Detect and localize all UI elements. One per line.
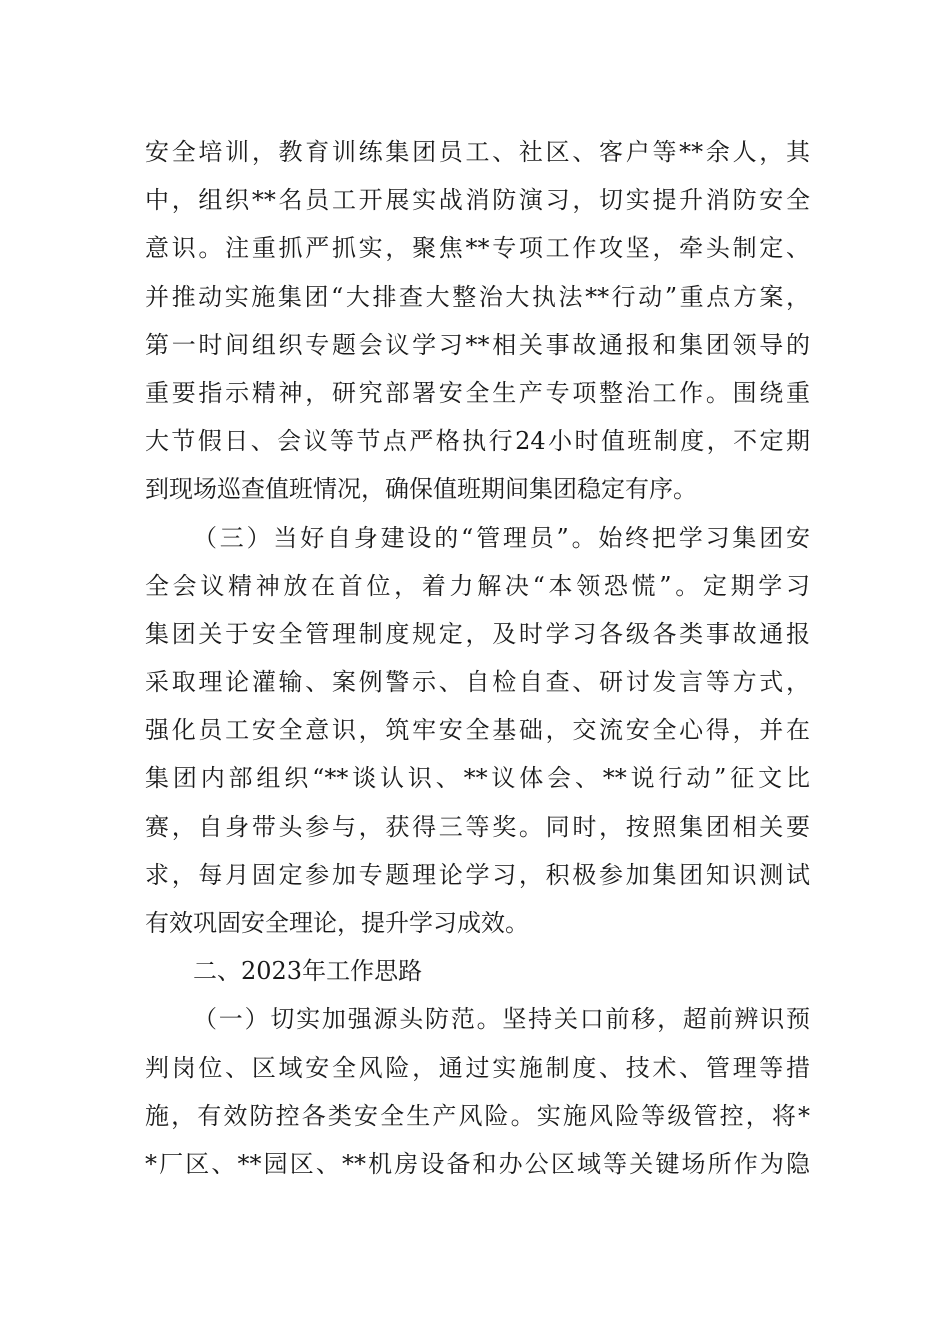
text-line: 判岗位、区域安全风险，通过实施制度、技术、管理等措 xyxy=(145,1053,810,1082)
text-line: 有效巩固安全理论，提升学习成效。 xyxy=(145,909,529,937)
text-line: 中，组织**名员工开展实战消防演习，切实提升消防安全 xyxy=(145,186,810,215)
text-line: 集团关于安全管理制度规定，及时学习各级各类事故通报 xyxy=(145,619,810,648)
text-line: 大节假日、会议等节点严格执行24小时值班制度，不定期 xyxy=(145,427,810,456)
text-line: （三）当好自身建设的“管理员”。始终把学习集团安 xyxy=(193,523,810,552)
text-line: 集团内部组织“**谈认识、**议体会、**说行动”征文比 xyxy=(145,764,810,793)
text-line: 二、2023年工作思路 xyxy=(193,957,423,986)
document-body xyxy=(145,128,810,1188)
text-line: 求，每月固定参加专题理论学习，积极参加集团知识测试 xyxy=(145,860,810,889)
text-line: 赛，自身带头参与，获得三等奖。同时，按照集团相关要 xyxy=(145,812,810,841)
text-line: 意识。注重抓严抓实，聚焦**专项工作攻坚，牵头制定、 xyxy=(145,234,810,263)
text-line: 施，有效防控各类安全生产风险。实施风险等级管控，将* xyxy=(145,1101,810,1130)
text-line: 重要指示精神，研究部署安全生产专项整治工作。围绕重 xyxy=(145,378,810,407)
text-line: *厂区、**园区、**机房设备和办公区域等关键场所作为隐 xyxy=(145,1149,810,1178)
text-line: 全会议精神放在首位，着力解决“本领恐慌”。定期学习 xyxy=(145,571,810,600)
text-line: 并推动实施集团“大排查大整治大执法**行动”重点方案， xyxy=(145,282,810,311)
text-line: 采取理论灌输、案例警示、自检自查、研讨发言等方式， xyxy=(145,668,810,697)
text-line: 到现场巡查值班情况，确保值班期间集团稳定有序。 xyxy=(145,475,697,504)
text-line: 第一时间组织专题会议学习**相关事故通报和集团领导的 xyxy=(145,330,810,359)
text-line: 安全培训，教育训练集团员工、社区、客户等**余人，其 xyxy=(145,138,810,166)
text-line: 强化员工安全意识，筑牢安全基础，交流安全心得，并在 xyxy=(145,716,810,745)
text-line: （一）切实加强源头防范。坚持关口前移，超前辨识预 xyxy=(193,1005,810,1034)
